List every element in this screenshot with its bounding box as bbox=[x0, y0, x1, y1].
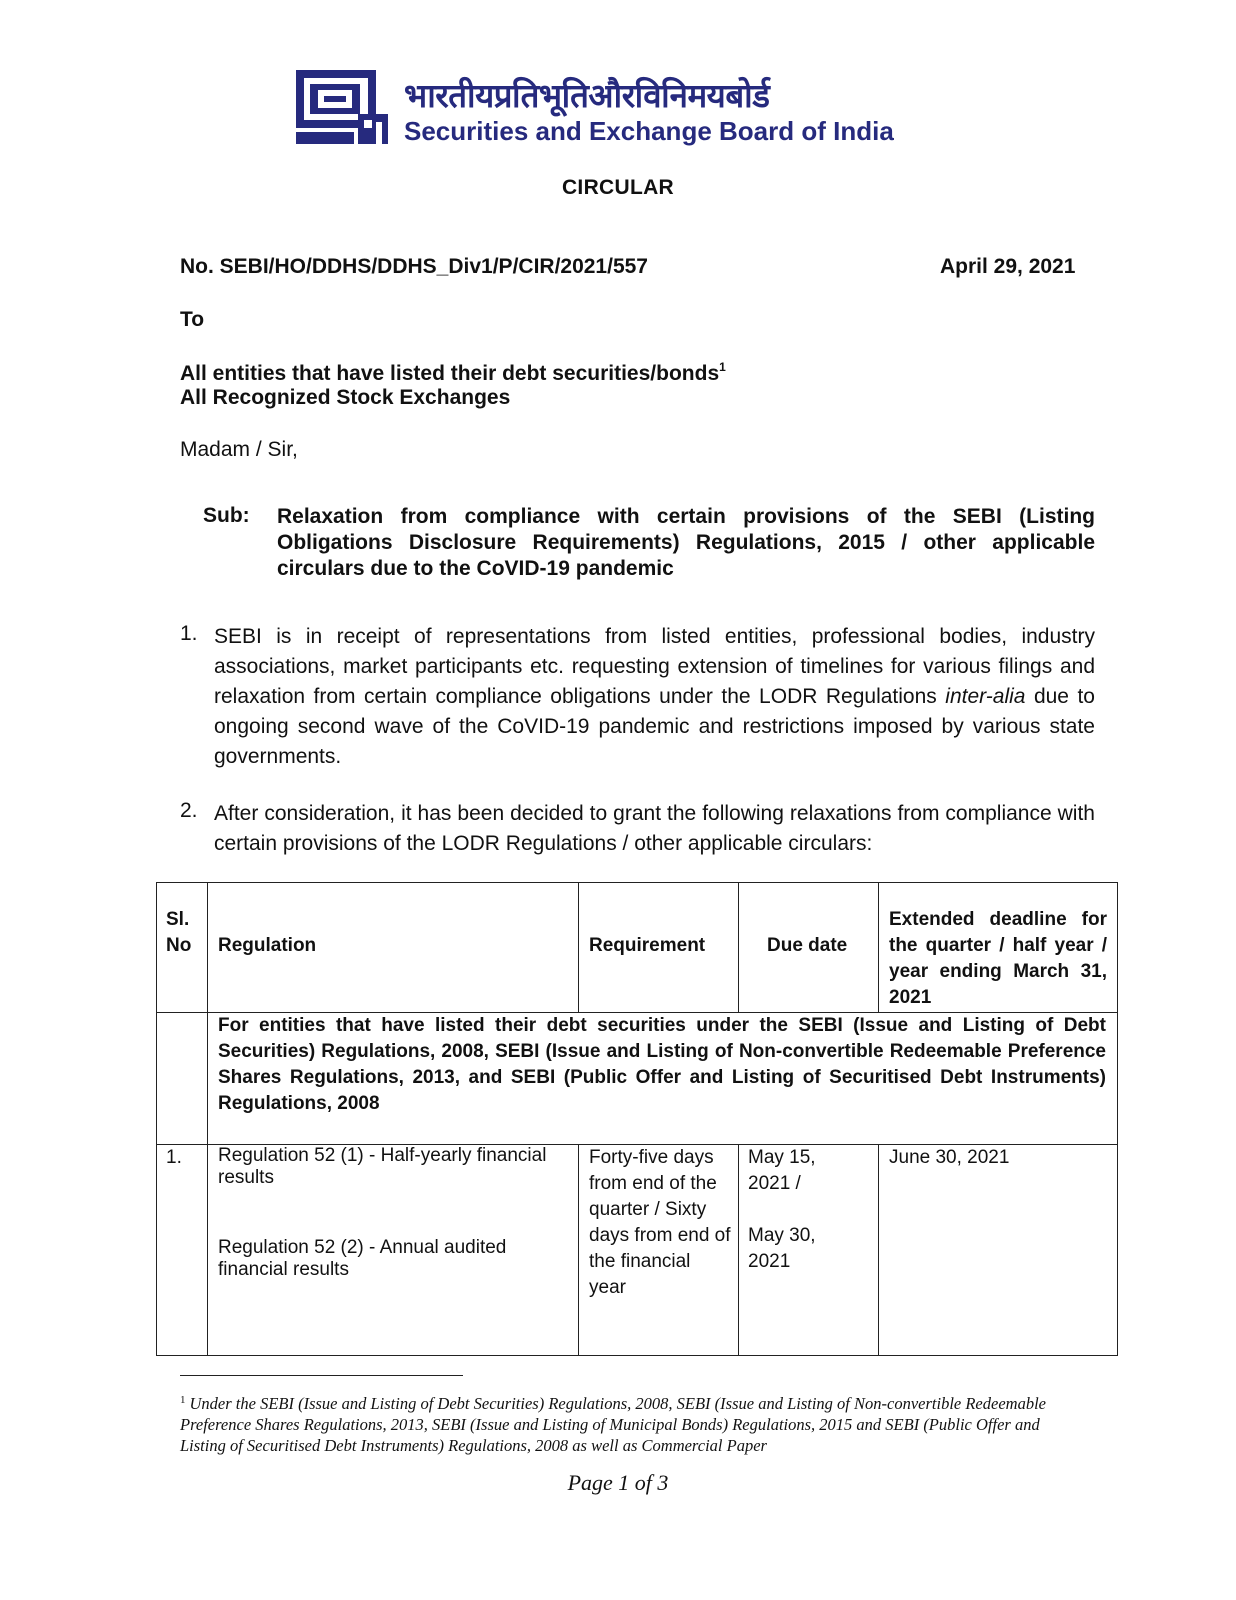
row-1-extended-deadline: June 30, 2021 bbox=[889, 1147, 1010, 1168]
table-col-divider-2-header bbox=[578, 882, 579, 1013]
table-col-divider-4 bbox=[878, 1144, 879, 1356]
addressee-line-1 bbox=[180, 360, 726, 386]
paragraph-1 bbox=[214, 622, 1095, 772]
table-border-bottom bbox=[156, 1355, 1118, 1356]
header-sl-line-1: Sl. bbox=[166, 909, 190, 930]
footnote bbox=[180, 1390, 1080, 1456]
relaxations-table bbox=[156, 882, 1118, 1356]
footnote-separator bbox=[180, 1375, 463, 1376]
document-title: CIRCULAR bbox=[561, 176, 675, 199]
sebi-logo bbox=[296, 70, 936, 150]
paragraph-1-part-a: SEBI is in receipt of representations from listed entities, professional bodies, industry associations, market participants etc. requesting extension of timelines for various filings and relaxation from certain compliance obligations under the LODR Regulations bbox=[214, 625, 1095, 708]
header-sl-line-2: No bbox=[166, 935, 192, 956]
subject-text: Relaxation from compliance with certain provisions of the SEBI (Listing Obligations Disclosure Requirements) Regulations, 2015 / other applicable circulars due to the CoVID-19 pandemic bbox=[277, 505, 1095, 580]
paragraph-1-part-b: due to ongoing second wave of the CoVID-19 pandemic and restrictions imposed by various state governments. bbox=[214, 685, 1095, 768]
footnote-reference[interactable]: 1 bbox=[719, 360, 726, 374]
table-col-divider-1 bbox=[207, 882, 208, 1356]
table-border-right bbox=[1117, 882, 1118, 1356]
table-col-divider-4-header bbox=[878, 882, 879, 1013]
row-1-sl-no: 1. bbox=[166, 1147, 182, 1168]
circular-date: April 29, 2021 bbox=[940, 255, 1076, 278]
footnote-text: Under the SEBI (Issue and Listing of Debt Securities) Regulations, 2008, SEBI (Issue and Listing of Non-convertible Redeemable Preference Shares Regulations, 2013, SEBI (Issue and Listing of Municipal Bonds) Regulations, 2015 and SEBI (Public Offer and Listing of Securitised Debt Instruments) Regulations, 2008 as well as Commercial Paper bbox=[180, 1394, 1046, 1455]
paragraph-1-number: 1. bbox=[180, 622, 198, 645]
table-border-left bbox=[156, 882, 157, 1356]
table-section-title: For entities that have listed their debt securities under the SEBI (Issue and Listing of Debt Securities) Regulations, 2008, SEBI (Issue and Listing of Non-convertible Redeemable Preference Shares Regulations, 2013, and SEBI (Public Offer and Listing of Securitised Debt Instruments) Regulations, 2008 bbox=[218, 1015, 1106, 1114]
row-1-regulation-1: Regulation 52 (1) - Half-yearly financial results bbox=[218, 1145, 547, 1188]
org-name-english: Securities and Exchange Board of India bbox=[404, 116, 894, 146]
paragraph-1-italic: inter-alia bbox=[945, 685, 1026, 708]
header-extended-deadline: Extended deadline for the quarter / half year / year ending March 31, 2021 bbox=[889, 909, 1107, 1008]
sebi-logo-icon bbox=[296, 70, 388, 144]
row-1-due-date-2: May 30, 2021 bbox=[748, 1225, 816, 1272]
header-due-date: Due date bbox=[767, 935, 848, 956]
addressee-line-2: All Recognized Stock Exchanges bbox=[180, 386, 511, 409]
row-1-due-date-1: May 15, 2021 / bbox=[748, 1147, 816, 1194]
addressee-1-text: All entities that have listed their debt securities/bonds bbox=[180, 362, 720, 385]
paragraph-2-number: 2. bbox=[180, 799, 198, 822]
header-sl-no bbox=[166, 907, 191, 959]
paragraph-2: After consideration, it has been decided to grant the following relaxations from compliance with certain provisions of the LODR Regulations / other applicable circulars: bbox=[214, 802, 1095, 855]
subject-label: Sub: bbox=[203, 504, 250, 527]
header-requirement: Requirement bbox=[589, 935, 706, 956]
to-label: To bbox=[180, 308, 205, 331]
circular-reference-number: No. SEBI/HO/DDHS/DDHS_Div1/P/CIR/2021/557 bbox=[180, 255, 648, 278]
row-1-regulation-2: Regulation 52 (2) - Annual audited financial results bbox=[218, 1237, 507, 1280]
table-col-divider-3-header bbox=[738, 882, 739, 1013]
org-name-hindi: भारतीयप्रतिभूतिऔरविनिमयबोर्ड bbox=[404, 76, 770, 115]
page-number: Page 1 of 3 bbox=[567, 1470, 669, 1495]
row-1-requirement: Forty-five days from end of the quarter / Sixty days from end of the financial year bbox=[589, 1147, 731, 1298]
table-col-divider-2 bbox=[578, 1144, 579, 1356]
table-col-divider-3 bbox=[738, 1144, 739, 1356]
salutation: Madam / Sir, bbox=[180, 438, 298, 461]
header-regulation: Regulation bbox=[218, 935, 317, 956]
table-border-top bbox=[156, 882, 1118, 883]
footnote-mark: 1 bbox=[180, 1394, 186, 1406]
